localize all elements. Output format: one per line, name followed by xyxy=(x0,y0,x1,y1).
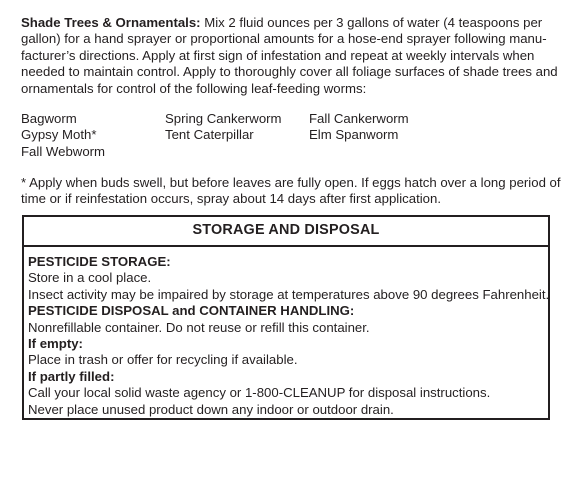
worm-name: Elm Spanworm xyxy=(309,127,399,143)
worm-name: Gypsy Moth* xyxy=(21,127,97,143)
container-instruction: Nonrefillable container. Do not reuse or refill this container. xyxy=(28,319,370,335)
shade-trees-instructions: Mix 2 fluid ounces per 3 gallons of water (4 teaspoons per gallon) for a hand sprayer or proportional amounts for a hose-end sprayer following manu-facturer’s directions. Apply at first sign of infestation and repeat at weekly intervals when needed to maintain control. Apply to thoroughly cover all foliage surfaces of shade trees and ornamentals for control of the following leaf-feeding worms: xyxy=(21,15,558,96)
storage-disposal-body xyxy=(28,254,548,418)
disposal-handling-heading: PESTICIDE DISPOSAL and CONTAINER HANDLING: xyxy=(28,303,355,319)
worm-row xyxy=(21,127,561,143)
worm-row xyxy=(21,144,561,160)
worm-name xyxy=(309,144,509,160)
worm-name: Fall Cankerworm xyxy=(309,111,409,126)
drain-warning: Never place unused product down any indoor or outdoor drain. xyxy=(28,401,394,417)
worm-row xyxy=(21,111,561,127)
if-partly-filled-heading: If partly filled: xyxy=(28,368,115,384)
title-divider xyxy=(24,245,548,247)
worm-list xyxy=(21,111,561,160)
shade-trees-heading: Shade Trees & Ornamentals: xyxy=(21,15,201,30)
pesticide-storage-heading: PESTICIDE STORAGE: xyxy=(28,254,171,269)
storage-instruction: Store in a cool place. xyxy=(28,270,152,286)
worm-name xyxy=(165,144,309,160)
application-footnote: * Apply when buds swell, but before leaves are fully open. If eggs hatch over a long period of time or if reinfestation occurs, spray about 14 days after first application. xyxy=(21,175,561,207)
worm-name: Spring Cankerworm xyxy=(165,111,282,126)
shade-trees-paragraph xyxy=(21,15,561,97)
empty-instruction: Place in trash or offer for recycling if available. xyxy=(28,352,298,368)
storage-instruction: Insect activity may be impaired by storage at temperatures above 90 degrees Fahrenheit. xyxy=(28,286,550,302)
worm-name: Tent Caterpillar xyxy=(165,127,254,143)
partly-filled-instruction: Call your local solid waste agency or 1-800-CLEANUP for disposal instructions. xyxy=(28,385,491,401)
storage-disposal-box xyxy=(22,215,550,420)
if-empty-heading: If empty: xyxy=(28,336,83,352)
worm-name: Bagworm xyxy=(21,111,77,126)
storage-disposal-title: STORAGE AND DISPOSAL xyxy=(192,222,380,238)
worm-name: Fall Webworm xyxy=(21,143,106,159)
